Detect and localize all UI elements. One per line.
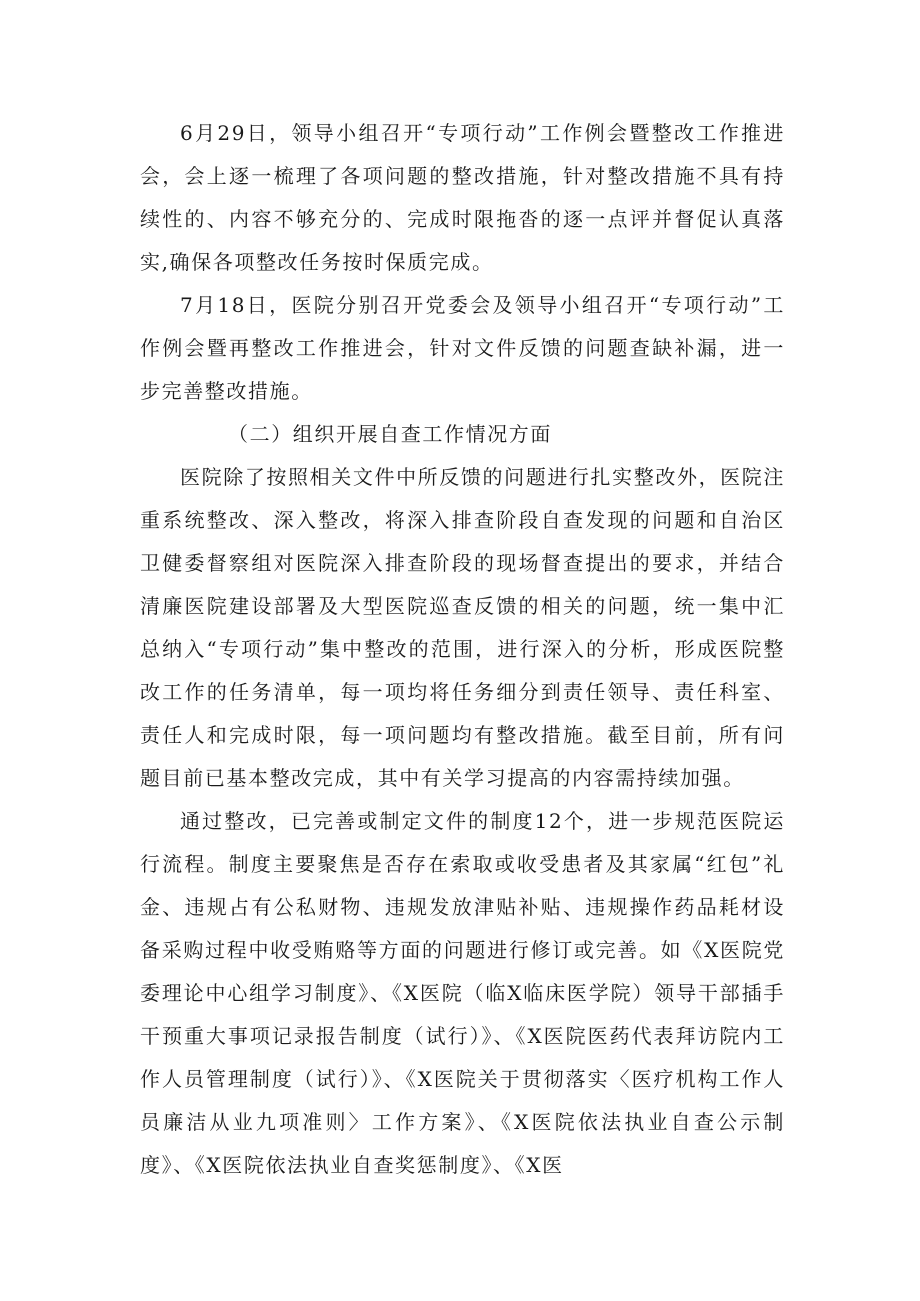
section-heading-self-inspection: （二）组织开展自查工作情况方面	[228, 422, 552, 446]
paragraph-self-inspection: 医院除了按照相关文件中所反馈的问题进行扎实整改外，医院注重系统整改、深入整改，将深入排查阶段自查发现的问题和自治区卫健委督察组对医院深入排查阶段的现场督查提出的要求，并结合清廉医院建设部署及大型医院巡查反馈的相关的问题，统一集中汇总纳入“专项行动”集中整改的范围，进行深入的分析，形成医院整改工作的任务清单，每一项均将任务细分到责任领导、责任科室、责任人和完成时限，每一项问题均有整改措施。截至目前，所有问题目前已基本整改完成，其中有关学习提高的内容需持续加强。	[140, 465, 785, 790]
paragraph-meeting-june-29: 6月29日，领导小组召开“专项行动”工作例会暨整改工作推进会，会上逐一梳理了各项问题的整改措施，针对整改措施不具有持续性的、内容不够充分的、完成时限拖沓的逐一点评并督促认真落实,确保各项整改任务按时保质完成。	[140, 121, 785, 274]
document-body	[140, 112, 785, 1187]
paragraph-meeting-july-18: 7月18日，医院分别召开党委会及领导小组召开“专项行动”工作例会暨再整改工作推进会，针对文件反馈的问题查缺补漏，进一步完善整改措施。	[140, 293, 785, 403]
paragraph-rectification-systems: 通过整改，已完善或制定文件的制度12个，进一步规范医院运行流程。制度主要聚焦是否存在索取或收受患者及其家属“红包”礼金、违规占有公私财物、违规发放津贴补贴、违规操作药品耗材设备采购过程中收受贿赂等方面的问题进行修订或完善。如《X医院党委理论中心组学习制度》、《X医院（临X临床医学院）领导干部插手干预重大事项记录报告制度（试行）》、《X医院医药代表拜访院内工作人员管理制度（试行）》、《X医院关于贯彻落实〈医疗机构工作人员廉洁从业九项准则〉工作方案》、《X医院依法执业自查公示制度》、《X医院依法执业自查奖惩制度》、《X医	[140, 809, 785, 1177]
